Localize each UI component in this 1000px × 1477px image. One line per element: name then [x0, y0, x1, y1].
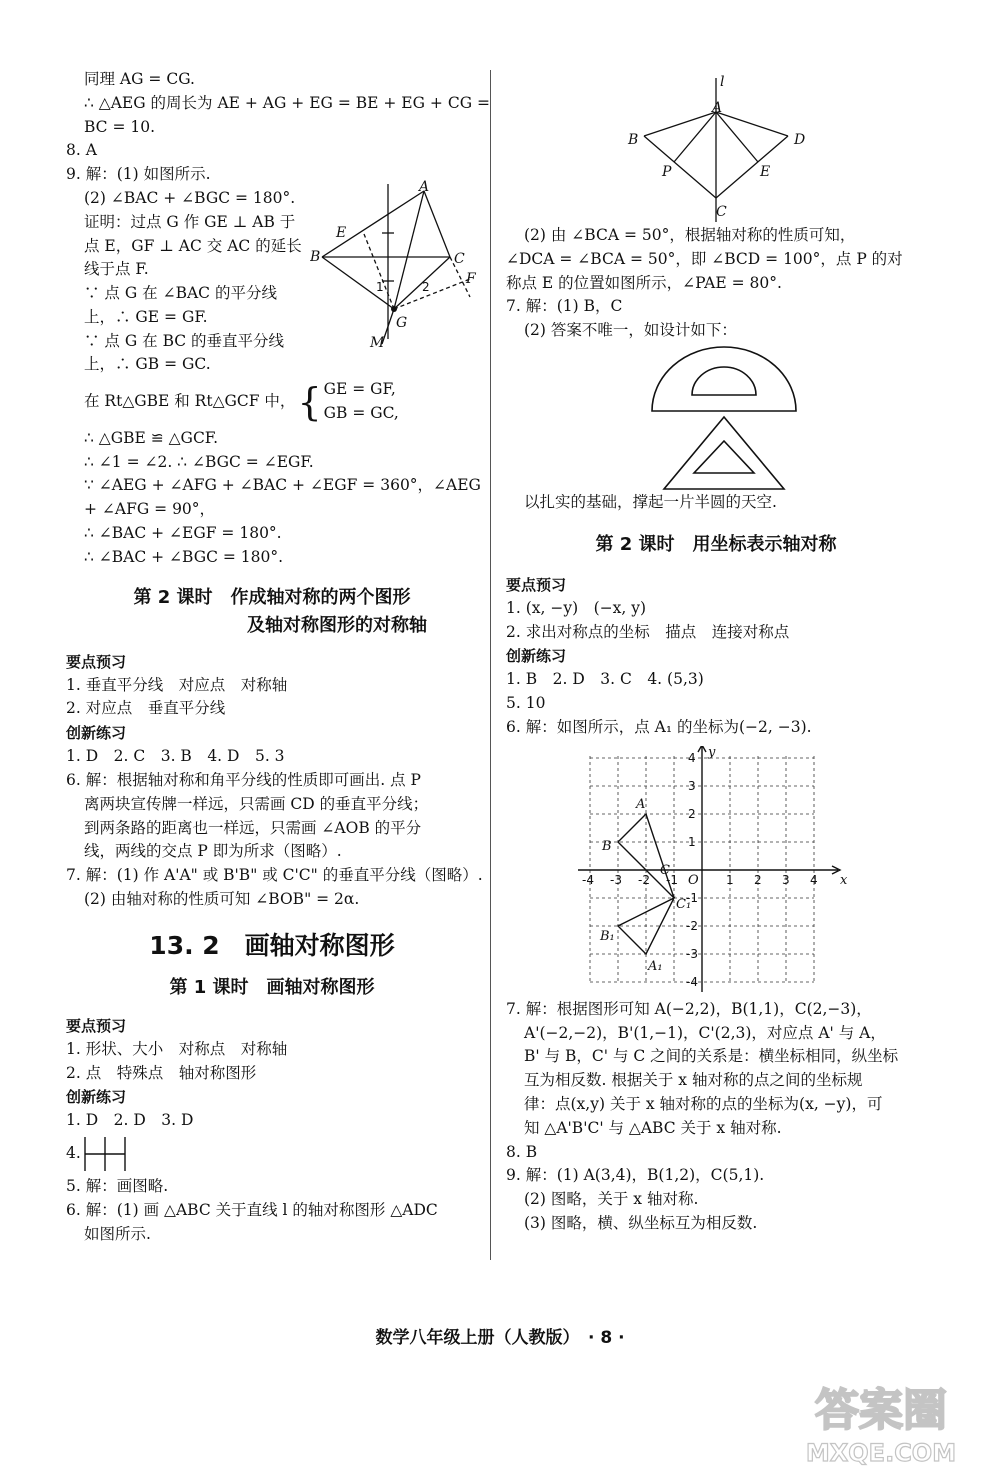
text-line: 同理 AG = CG. [84, 70, 195, 88]
y-tick-label: 3 [688, 778, 696, 793]
label-origin: O [688, 872, 699, 888]
left-column [66, 68, 490, 1247]
x-tick-label: -1 [666, 872, 678, 887]
point-G [391, 306, 397, 312]
section-heading: 创新练习 [66, 724, 127, 743]
text-line: 5. 解：画图略. [66, 1177, 169, 1196]
text-line: ∠DCA = ∠BCA = 50°，即 ∠BCD = 100°，点 P 的对 [506, 249, 903, 268]
text-line: 上，∴ GB = GC. [84, 354, 211, 373]
label-angle-2: 2 [422, 279, 430, 294]
lesson-title: 第 1 课时 画轴对称图形 [169, 976, 375, 998]
x-tick-label: -4 [582, 872, 594, 887]
text-line: ∴ △AEG 的周长为 AE + AG + EG = BE + EG + CG = [84, 93, 490, 112]
section-heading: 要点预习 [66, 652, 127, 671]
label-angle-1: 1 [376, 279, 384, 294]
text-line: 7. 解：根据图形可知 A(−2,2)，B(1,1)，C(2,−3)， [506, 999, 872, 1018]
text-line: 线于点 F. [84, 260, 149, 279]
text-line: 证明：过点 G 作 GE ⊥ AB 于 [84, 212, 296, 231]
text-line: ∴ △GBE ≌ △GCF. [84, 428, 219, 447]
label-y: y [708, 745, 716, 760]
symmetry-axes-figure [81, 1135, 131, 1173]
text-line: 8. B [506, 1142, 538, 1161]
segment-GF [394, 279, 470, 309]
text-line: 7. 解：(1) 作 A'A" 或 B'B" 或 C'C" 的垂直平分线（图略）. [66, 866, 483, 885]
y-tick-label: 2 [688, 806, 696, 821]
text-line: 离两块宣传牌一样远，只需画 CD 的垂直平分线； [84, 794, 429, 813]
label-A: A [712, 100, 723, 116]
text-line: 6. 解：(1) 画 △ABC 关于直线 l 的轴对称图形 △ADC [66, 1200, 438, 1219]
text-line: 2. 点 特殊点 轴对称图形 [66, 1063, 257, 1082]
text-line: 如图所示. [84, 1224, 151, 1243]
label-C: C [716, 204, 727, 220]
watermark-url: MXQE.COM [805, 1439, 957, 1467]
text-line: 2. 对应点 垂直平分线 [66, 699, 226, 718]
inner-triangle [694, 441, 754, 473]
segment-BC [644, 136, 716, 198]
right-column [506, 72, 926, 1236]
section-heading: 要点预习 [66, 1016, 127, 1035]
label-B1: B₁ [600, 928, 615, 944]
q9-block [66, 178, 478, 353]
y-tick-label: -1 [686, 890, 698, 905]
y-tick-label: -3 [686, 946, 698, 961]
y-tick-label: -2 [686, 918, 698, 933]
x-tick-label: 1 [726, 872, 734, 887]
design-figure [644, 343, 804, 491]
text-line: ∵ 点 G 在 ∠BAC 的平分线 [84, 284, 277, 303]
text-line: 点 E，GF ⊥ AC 交 AC 的延长 [84, 236, 302, 255]
label-C: C [454, 250, 465, 267]
text-line: 9. 解：(1) 如图所示. [66, 165, 211, 184]
label-A1: A₁ [648, 958, 663, 974]
text-line: 称点 E 的位置如图所示，∠PAE = 80°. [506, 273, 782, 292]
text-line: 到两条路的距离也一样远，只需画 ∠AOB 的平分 [84, 818, 422, 837]
x-tick-label: -2 [638, 872, 650, 887]
text-line: 上，∴ GE = GF. [84, 307, 208, 326]
text-line: 律：点(x,y) 关于 x 轴对称的点的坐标为(x, −y)，可 [524, 1094, 883, 1113]
text-line: + ∠AFG = 90°， [84, 500, 216, 519]
q4-answer [66, 1133, 478, 1175]
reflection-figure [616, 72, 816, 224]
text-line: 1. 垂直平分线 对应点 对称轴 [66, 675, 288, 694]
text-line: 5. 10 [506, 694, 546, 713]
label-M: M [370, 334, 385, 351]
text-line: (2) 由 ∠BCA = 50°，根据轴对称的性质可知， [524, 226, 856, 244]
segment-DC [716, 136, 788, 198]
text-line: 线，两线的交点 P 即为所求（图略）. [84, 842, 342, 861]
section-heading: 要点预习 [506, 575, 567, 594]
x-tick-label: 2 [754, 872, 762, 887]
label-x: x [840, 872, 848, 888]
segment-AB [322, 191, 424, 257]
text-line: (2) 由轴对称的性质可知 ∠BOB" = 2α. [84, 889, 360, 908]
label-G: G [396, 314, 408, 331]
text-line: 6. 解：如图所示，点 A₁ 的坐标为(−2, −3). [506, 717, 812, 736]
small-semicircle [692, 367, 756, 395]
text-line: 2. 求出对称点的坐标 描点 连接对称点 [506, 622, 790, 641]
text-line: 4. [66, 1144, 81, 1163]
text-line: 6. 解：根据轴对称和角平分线的性质即可画出. 点 P [66, 770, 421, 789]
text-line: 在 Rt△GBE 和 Rt△GCF 中， [84, 391, 296, 410]
label-B: B [602, 838, 612, 854]
text-line: BC = 10. [84, 117, 156, 136]
text-line: 9. 解：(1) A(3,4)，B(1,2)，C(5,1). [506, 1166, 765, 1185]
x-tick-label: -3 [610, 872, 622, 887]
text-line: 1. D 2. D 3. D [66, 1111, 194, 1130]
label-C: C [660, 862, 670, 878]
text-line: ∵ ∠AEG + ∠AFG + ∠BAC + ∠EGF = 360°，∠AEG [84, 476, 481, 495]
text-line: 知 △A'B'C' 与 △ABC 关于 x 轴对称. [524, 1118, 782, 1137]
text-line: ∴ ∠1 = ∠2. ∴ ∠BGC = ∠EGF. [84, 452, 314, 471]
text-line: ∴ ∠BAC + ∠BGC = 180°. [84, 547, 284, 566]
text-line: 1. D 2. C 3. B 4. D 5. 3 [66, 747, 285, 766]
label-E: E [336, 224, 347, 241]
text-line: (3) 图略，横、纵坐标互为相反数. [524, 1213, 758, 1232]
label-l: l [720, 74, 725, 90]
y-tick-label: 4 [688, 750, 696, 765]
label-P: P [662, 164, 672, 180]
section-heading: 创新练习 [66, 1088, 127, 1107]
text-line: 7. 解：(1) B，C [506, 297, 623, 316]
text-line: GE = GF, [323, 379, 396, 398]
section-heading: 创新练习 [506, 647, 567, 666]
column-divider [490, 70, 491, 1260]
large-semicircle [652, 347, 796, 411]
label-B: B [628, 132, 639, 148]
text-line: 互为相反数. 根据关于 x 轴对称的点之间的坐标规 [524, 1071, 863, 1090]
label-C1: C₁ [676, 896, 692, 912]
segment-AC [424, 191, 450, 257]
page-footer: 数学八年级上册（人教版） · 8 · [375, 1328, 625, 1348]
text-line: (2) 图略，关于 x 轴对称. [524, 1190, 699, 1209]
x-tick-label: 3 [782, 872, 790, 887]
label-A: A [636, 796, 646, 812]
lesson-title: 及轴对称图形的对称轴 [247, 614, 427, 636]
section-title: 13. 2 画轴对称图形 [149, 930, 395, 960]
y-tick-label: 1 [688, 834, 696, 849]
lesson-title: 第 2 课时 作成轴对称的两个图形 [133, 586, 411, 608]
watermark-text: 答案圈 [815, 1385, 947, 1436]
y-tick-label: -4 [686, 974, 698, 989]
text-line: 1. (x, −y) (−x, y) [506, 598, 647, 617]
text-line: 以扎实的基础，撑起一片半圆的天空. [524, 492, 777, 511]
coordinate-grid-figure [576, 746, 856, 998]
label-F: F [466, 270, 476, 287]
text-line: GB = GC, [323, 403, 399, 422]
text-line: (2) 答案不唯一，如设计如下： [524, 321, 737, 340]
text-line: 8. A [66, 141, 97, 160]
equation-system [66, 377, 478, 427]
brace: { [297, 379, 322, 424]
label-E: E [760, 164, 771, 180]
text-line: ∴ ∠BAC + ∠EGF = 180°. [84, 523, 282, 542]
x-tick-label: 4 [810, 872, 818, 887]
text-line: 1. 形状、大小 对称点 对称轴 [66, 1039, 288, 1058]
lesson-title: 第 2 课时 用坐标表示轴对称 [595, 533, 837, 555]
angle-bisector-figure [310, 179, 478, 351]
text-line: A'(−2,−2)，B'(1,−1)，C'(2,3)，对应点 A' 与 A， [524, 1023, 886, 1042]
label-D: D [794, 132, 806, 148]
outer-triangle [664, 417, 784, 489]
text-line: ∵ 点 G 在 BC 的垂直平分线 [84, 331, 285, 350]
text-line: 1. B 2. D 3. C 4. (5,3) [506, 670, 704, 689]
text-line: (2) ∠BAC + ∠BGC = 180°. [84, 188, 296, 207]
bisector-AG [394, 191, 424, 309]
label-A: A [419, 178, 430, 195]
watermark-logo [779, 1375, 984, 1467]
text-line: B' 与 B，C' 与 C 之间的关系是：横坐标相同，纵坐标 [524, 1047, 899, 1066]
label-B: B [310, 248, 321, 265]
